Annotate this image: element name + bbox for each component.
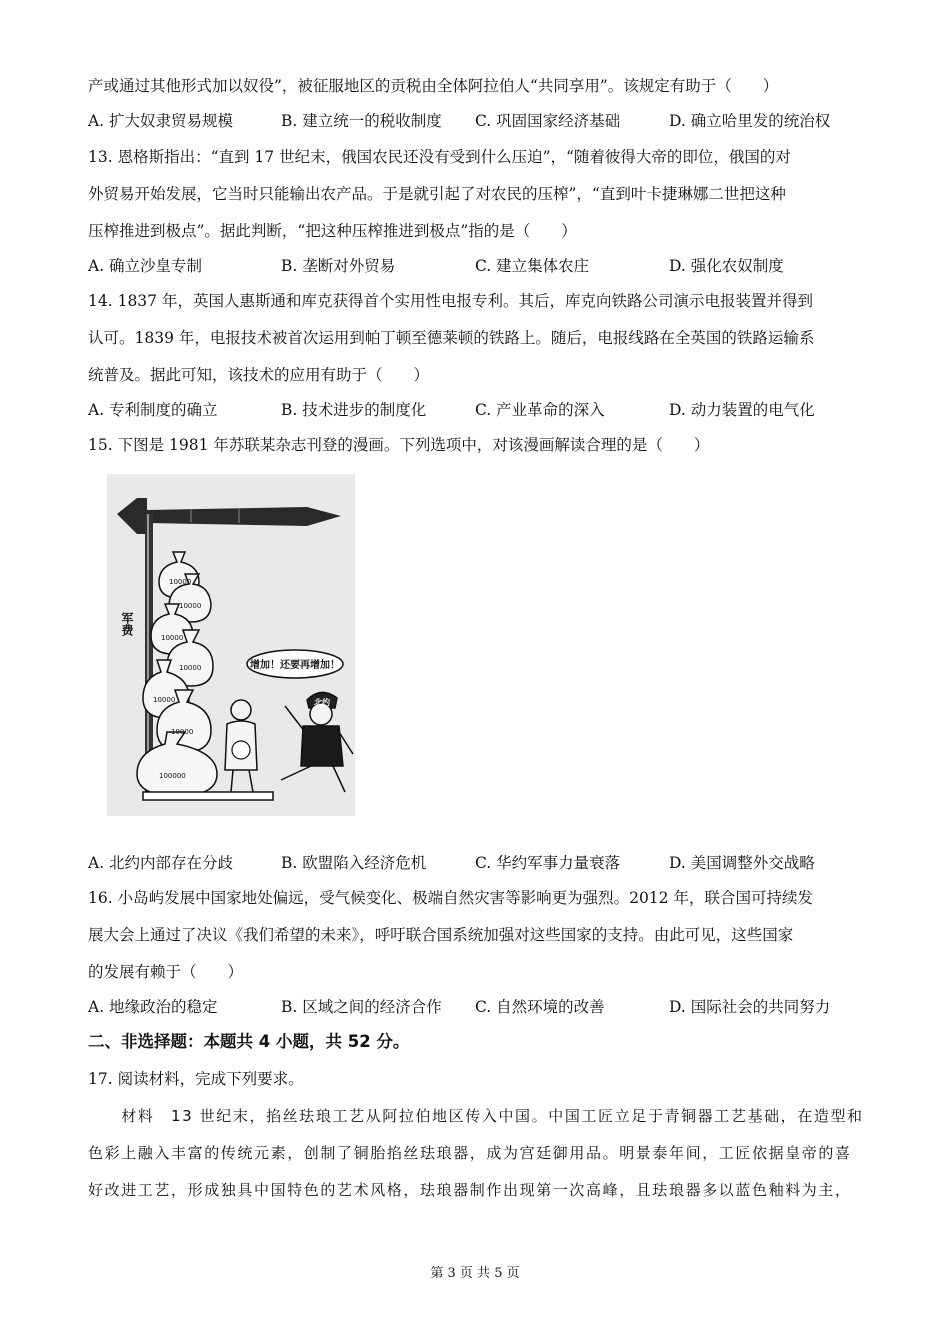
bag-label: 10000 xyxy=(179,664,202,672)
option-c: C. 华约军事力量衰落 xyxy=(475,854,621,872)
option-b: B. 建立统一的税收制度 xyxy=(281,112,442,130)
option-c: C. 巩固国家经济基础 xyxy=(475,112,621,130)
option-d: D. 国际社会的共同努力 xyxy=(669,998,831,1016)
option-a: A. 确立沙皇专制 xyxy=(88,257,203,275)
material-line-1: 材料 13 世纪末，掐丝珐琅工艺从阿拉伯地区传入中国。中国工匠立足于青铜器工艺基础，在造型和 xyxy=(88,1107,864,1125)
option-c: C. 产业革命的深入 xyxy=(475,401,605,419)
question-13-line-1: 13. 恩格斯指出：“直到 17 世纪末，俄国农民还没有受到什么压迫”，“随着彼得大帝的即位，俄国的对 xyxy=(88,148,791,166)
bag-label: 10000 xyxy=(161,634,184,642)
option-d: D. 美国调整外交战略 xyxy=(669,854,815,872)
option-c: C. 建立集体农庄 xyxy=(475,257,590,275)
question-17-stem: 17. 阅读材料，完成下列要求。 xyxy=(88,1070,304,1088)
option-b: B. 技术进步的制度化 xyxy=(281,401,427,419)
option-b: B. 区域之间的经济合作 xyxy=(281,998,442,1016)
page-footer: 第 3 页 共 5 页 xyxy=(430,1266,520,1281)
speech-bubble-text: 增加！还要再增加！ xyxy=(250,660,340,671)
bag-label: 100000 xyxy=(159,772,186,780)
option-d: D. 动力装置的电气化 xyxy=(669,401,815,419)
question-14-line-3: 统普及。据此可知，该技术的应用有助于（ ） xyxy=(88,366,430,384)
question-13-line-3: 压榨推进到极点”。据此判断，“把这种压榨推进到极点”指的是（ ） xyxy=(88,222,577,240)
pole-label: 军费 xyxy=(120,612,134,636)
option-d: D. 强化农奴制度 xyxy=(669,257,784,275)
question-12-stem-tail: 产或通过其他形式加以奴役”，被征服地区的贡税由全体阿拉伯人“共同享用”。该规定有助于（ ） xyxy=(88,77,779,95)
option-b: B. 欧盟陷入经济危机 xyxy=(281,854,427,872)
option-a: A. 扩大奴隶贸易规模 xyxy=(88,112,234,130)
question-15-stem: 15. 下图是 1981 年苏联某杂志刊登的漫画。下列选项中，对该漫画解读合理的是（ ） xyxy=(88,436,710,454)
question-16-line-2: 展大会上通过了决议《我们希望的未来》，呼吁联合国系统加强对这些国家的支持。由此可见，这些国家 xyxy=(88,926,794,944)
section-heading: 二、非选择题：本题共 4 小题，共 52 分。 xyxy=(88,1032,410,1051)
bag-label: 10000 xyxy=(153,696,176,704)
bag-label: 10000 xyxy=(171,728,194,736)
cartoon-figure xyxy=(107,474,355,816)
question-16-line-3: 的发展有赖于（ ） xyxy=(88,963,244,981)
question-14-line-2: 认可。1839 年，电报技术被首次运用到帕丁顿至德莱顿的铁路上。随后，电报线路在全英国的铁路运输系 xyxy=(88,329,815,347)
bag-label: 10000 xyxy=(179,602,202,610)
material-line-2: 色彩上融入丰富的传统元素，创制了铜胎掐丝珐琅器，成为宫廷御用品。明景泰年间，工匠依据皇帝的喜 xyxy=(88,1144,852,1162)
option-a: A. 专利制度的确立 xyxy=(88,401,218,419)
option-c: C. 自然环境的改善 xyxy=(475,998,605,1016)
option-d: D. 确立哈里发的统治权 xyxy=(669,112,831,130)
question-14-line-1: 14. 1837 年，英国人惠斯通和库克获得首个实用性电报专利。其后，库克向铁路公司演示电报装置并得到 xyxy=(88,292,813,310)
helmet-label: 北约 xyxy=(314,698,330,707)
option-a: A. 地缘政治的稳定 xyxy=(88,998,218,1016)
question-16-line-1: 16. 小岛屿发展中国家地处偏远，受气候变化、极端自然灾害等影响更为强烈。2012 年，联合国可持续发 xyxy=(88,889,813,907)
bag-label: 10000 xyxy=(169,578,192,586)
material-line-3: 好改进工艺，形成独具中国特色的艺术风格，珐琅器制作出现第一次高峰，且珐琅器多以蓝色釉料为主， xyxy=(88,1181,852,1199)
option-b: B. 垄断对外贸易 xyxy=(281,257,396,275)
question-13-line-2: 外贸易开始发展，它当时只能输出农产品。于是就引起了对农民的压榨”，“直到叶卡捷琳娜二世把这种 xyxy=(88,185,786,203)
option-a: A. 北约内部存在分歧 xyxy=(88,854,234,872)
